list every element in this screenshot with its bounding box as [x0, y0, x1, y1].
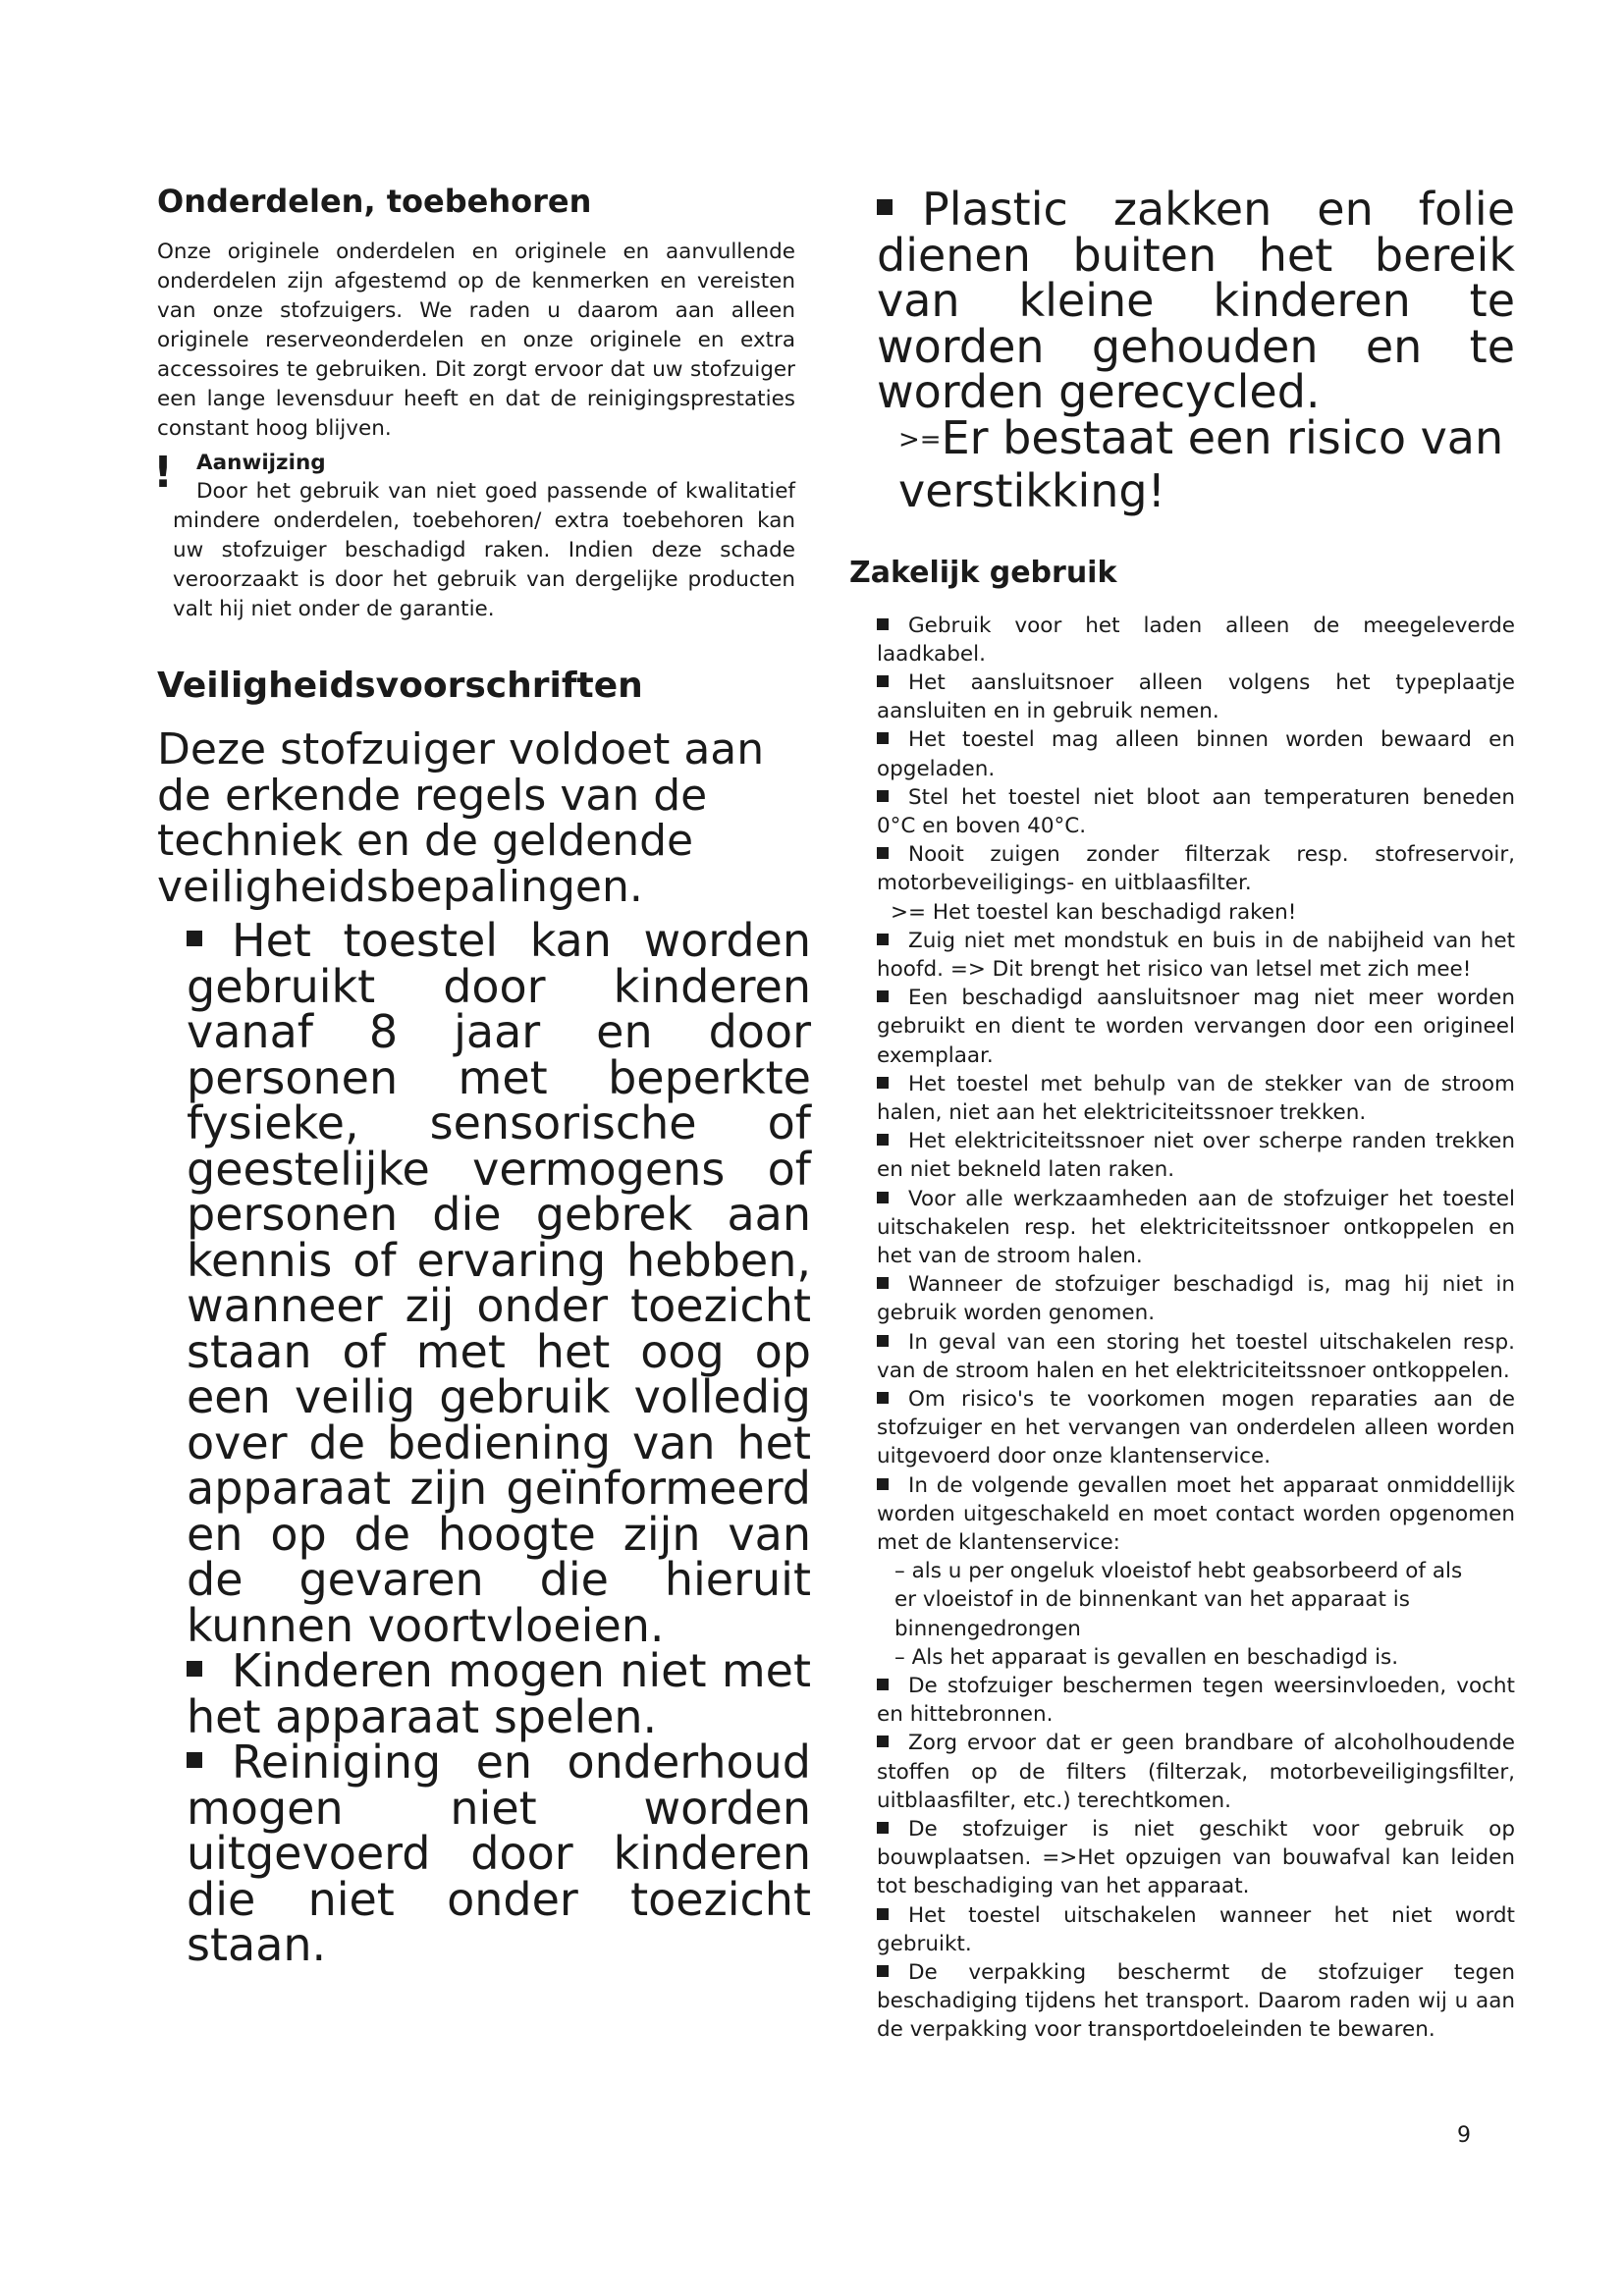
- bullet-square-icon: [877, 1392, 889, 1404]
- list-item: Reiniging en onderhoud mogen niet worden uitgevoerd door kinderen die niet onder toezicht staan.: [187, 1735, 811, 1971]
- list-item: Nooit zuigen zonder filterzak resp. stofreservoir, motorbeveiligings- en uitblaasfilter.: [877, 842, 1515, 896]
- bullet-square-icon: [877, 1908, 889, 1920]
- list-item: Zorg ervoor dat er geen brandbare of alcoholhoudende stoffen op de filters (filterzak, motorbeveiligingsfilter, uitblaasfilter, etc.) terechtkomen.: [877, 1731, 1515, 1813]
- bullet-square-icon: [877, 1192, 889, 1203]
- bullet-square-icon: [877, 1478, 889, 1490]
- list-item: Het toestel uitschakelen wanneer het niet wordt gebruikt.: [877, 1902, 1515, 1956]
- page-number: 9: [1457, 2123, 1471, 2148]
- list-item: Het toestel mag alleen binnen worden bewaard en opgeladen.: [877, 727, 1515, 781]
- zakelijk-list: [877, 612, 1515, 2045]
- list-item: Plastic zakken en folie dienen buiten het bereik van kleine kinderen te worden gehouden en te worden gerecycled.: [877, 183, 1515, 418]
- list-item: De stofzuiger is niet geschikt voor gebruik op bouwplaatsen. =>Het opzuigen van bouwafval kan leiden tot beschadiging van het apparaat.: [877, 1817, 1515, 1899]
- bullet-square-icon: [877, 1277, 889, 1289]
- list-item: Stel het toestel niet bloot aan temperaturen beneden 0°C en boven 40°C.: [877, 784, 1515, 838]
- list-item: Het aansluitsnoer alleen volgens het typeplaatje aansluiten en in gebruik nemen.: [877, 669, 1515, 724]
- bullet-square-icon: [877, 199, 893, 215]
- bullet-square-icon: [877, 934, 889, 945]
- list-item: Kinderen mogen niet met het apparaat spelen.: [187, 1644, 811, 1743]
- onderdelen-paragraph: Onze originele onderdelen en originele en aanvullende onderdelen zijn afgestemd op de kenmerken en vereisten van onze stofzuigers. We raden u daarom aan alleen originele reserveonderdelen en onze originele en extra accessoires te gebruiken. Dit zorgt ervoor dat uw stofzuiger een lange levensduur heeft en dat de reinigingsprestaties constant hoog blijven.: [157, 240, 795, 441]
- section-heading-onderdelen: Onderdelen, toebehoren: [157, 183, 592, 220]
- list-item: In de volgende gevallen moet het apparaat onmiddellijk worden uitgeschakeld en moet contact worden opgenomen met de klantenservice:: [877, 1472, 1515, 1555]
- bullet-square-icon: [877, 1822, 889, 1834]
- note-text: Door het gebruik van niet goed passende of kwalitatief mindere onderdelen, toebehoren/ extra toebehoren kan uw stofzuiger beschadigd raken. Indien deze schade veroorzaakt is door het gebruik van dergelijke producten valt hij niet onder de garantie.: [173, 479, 795, 621]
- list-item: Een beschadigd aansluitsnoer mag niet meer worden gebruikt en dient te worden vervangen door een origineel exemplaar.: [877, 986, 1515, 1068]
- list-item: Het toestel met behulp van de stekker van de stroom halen, niet aan het elektriciteitssnoer trekken.: [877, 1071, 1515, 1125]
- note-title: Aanwijzing: [196, 451, 326, 475]
- list-item: Gebruik voor het laden alleen de meegeleverde laadkabel.: [877, 613, 1515, 667]
- bullet-square-icon: [187, 1661, 202, 1677]
- section-heading-zakelijk: Zakelijk gebruik: [849, 555, 1117, 590]
- warning-line: >=Er bestaat een risico van verstikking!: [898, 410, 1504, 517]
- bullet-square-icon: [877, 1077, 889, 1089]
- veiligheid-list: [157, 914, 811, 1971]
- bullet-square-icon: [877, 1335, 889, 1347]
- bullet-square-icon: [877, 1679, 889, 1690]
- bullet-square-icon: [877, 1134, 889, 1146]
- bullet-square-icon: [877, 675, 889, 687]
- dash-item: – Als het apparaat is gevallen en beschadigd is.: [894, 1644, 1399, 1670]
- bullet-square-icon: [877, 618, 889, 630]
- exclamation-icon: !: [152, 448, 174, 498]
- veiligheid-intro: Deze stofzuiger voldoet aan de erkende regels van de techniek en de geldende veiligheidsbepalingen.: [157, 724, 765, 912]
- dash-item: – als u per ongeluk vloeistof hebt geabsorbeerd of als er vloeistof in de binnenkant van het apparaat is binnengedrongen: [894, 1559, 1463, 1641]
- list-item: Voor alle werkzaamheden aan de stofzuiger het toestel uitschakelen resp. het elektriciteitssnoer ontkoppelen en het van de stroom halen.: [877, 1186, 1515, 1268]
- bullet-square-icon: [877, 790, 889, 802]
- bullet-square-icon: [877, 847, 889, 859]
- list-item: Wanneer de stofzuiger beschadigd is, mag hij niet in gebruik worden genomen.: [877, 1272, 1515, 1326]
- bullet-square-icon: [877, 732, 889, 744]
- section-heading-veiligheid: Veiligheidsvoorschriften: [157, 666, 643, 706]
- bullet-square-icon: [877, 990, 889, 1002]
- sub-warning: >= Het toestel kan beschadigd raken!: [891, 899, 1297, 925]
- list-item: Het toestel kan worden gebruikt door kinderen vanaf 8 jaar en door personen met beperkte fysieke, sensorische of geestelijke vermogens of personen die gebrek aan kennis of ervaring hebben, wanneer zij onder toezicht staan of met het oog op een veilig gebruik volledig over de bediening van het apparaat zijn geïnformeerd en op de hoogte zijn van de gevaren die hieruit kunnen voortvloeien.: [187, 914, 811, 1652]
- bullet-square-icon: [187, 1752, 202, 1768]
- list-item: Om risico's te voorkomen mogen reparaties aan de stofzuiger en het vervangen van onderdelen alleen worden uitgevoerd door onze klantenservice.: [877, 1386, 1515, 1469]
- list-item: De verpakking beschermt de stofzuiger tegen beschadiging tijdens het transport. Daarom raden wij u aan de verpakking voor transportdoeleinden te bewaren.: [877, 1960, 1515, 2043]
- note-block: [152, 448, 795, 624]
- list-item: De stofzuiger beschermen tegen weersinvloeden, vocht en hittebronnen.: [877, 1674, 1515, 1728]
- list-item: Het elektriciteitssnoer niet over scherpe randen trekken en niet bekneld laten raken.: [877, 1129, 1515, 1183]
- bullet-square-icon: [187, 931, 202, 946]
- list-item: Zuig niet met mondstuk en buis in de nabijheid van het hoofd. => Dit brengt het risico van letsel met zich mee!: [877, 928, 1515, 982]
- bullet-square-icon: [877, 1965, 889, 1977]
- list-item: In geval van een storing het toestel uitschakelen resp. van de stroom halen en het elektriciteitssnoer ontkoppelen.: [877, 1329, 1515, 1383]
- right-column: [849, 183, 1525, 2045]
- left-column: [152, 183, 811, 1971]
- bullet-square-icon: [877, 1735, 889, 1747]
